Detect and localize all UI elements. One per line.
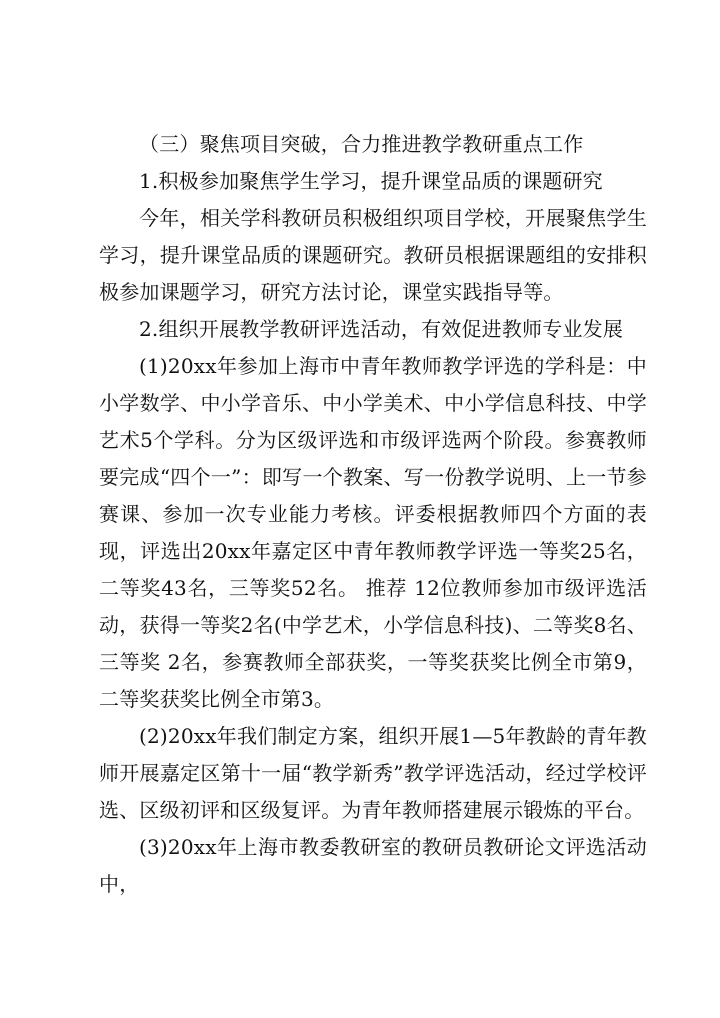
body-paragraph: (3)20xx年上海市教委教研室的教研员教研论文评选活动中， xyxy=(99,835,647,896)
body-paragraph: (2)20xx年我们制定方案，组织开展1—5年教龄的青年教师开展嘉定区第十一届“教学新秀”教学评选活动，经过学校评选、区级初评和区级复评。为青年教师搭建展示锻炼的平台。 xyxy=(99,724,647,822)
subsection-heading-1: 1.积极参加聚焦学生学习，提升课堂品质的课题研究 xyxy=(139,169,603,193)
body-paragraph: (1)20xx年参加上海市中青年教师教学评选的学科是：中小学数学、中小学音乐、中小学美术、中小学信息科技、中学艺术5个学科。分为区级评选和市级评选两个阶段。参赛教师要完成“四个一”：即写一个教案、写一份教学说明、上一节参赛课、参加一次专业能力考核。评委根据教师四个方面的表现，评选出20xx年嘉定区中青年教师教学评选一等奖25名，二等奖43名，三等奖52名。 推荐 12位教师参加市级评选活动，获得一等奖2名(中学艺术，小学信息科技)、二等奖8名、三等奖 2名，参赛教师全部获奖，一等奖获奖比例全市第9，二等奖获奖比例全市第3。 xyxy=(99,354,647,711)
body-paragraph: 今年，相关学科教研员积极组织项目学校，开展聚焦学生学习，提升课堂品质的课题研究。教研员根据课题组的安排积极参加课题学习，研究方法讨论，课堂实践指导等。 xyxy=(99,206,647,304)
document-body xyxy=(99,126,647,903)
subsection-heading-2: 2.组织开展教学教研评选活动，有效促进教师专业发展 xyxy=(139,317,624,341)
section-heading: （三）聚焦项目突破，合力推进教学教研重点工作 xyxy=(139,132,584,156)
